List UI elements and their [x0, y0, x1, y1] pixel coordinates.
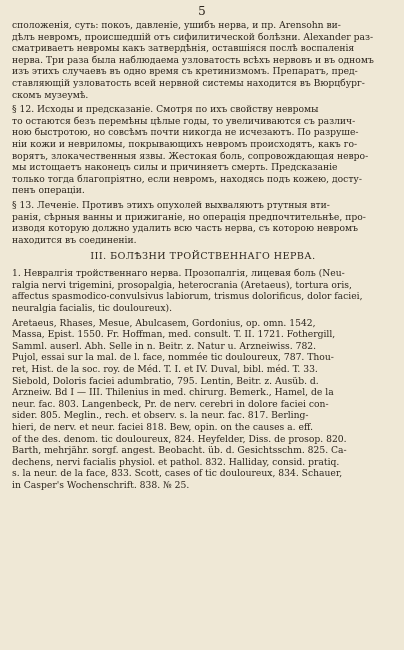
reference-line: s. la neur. de la face, 833. Scott, cases of tic douloureux, 834. Schauer, — [12, 468, 343, 480]
reference-line: ret, Hist. de la soc. roy. de Méd. T. I. et IV. Duval, bibl. méd. T. 33. — [12, 364, 318, 376]
text-line: мы истощаетъ наконецъ силы и причиняетъ смерть. Предсказаніе — [12, 162, 338, 174]
text-line: находится въ соединеніи. — [12, 234, 137, 246]
reference-line: in Casper's Wochenschrift. 838. № 25. — [12, 479, 190, 491]
reference-line: hieri, de nerv. et neur. faciei 818. Bew, opin. on the causes a. eff. — [12, 422, 314, 433]
reference-line: Barth, mehrjähr. sorgf. angest. Beobacht. üb. d. Gesichtsschm. 825. Ca- — [12, 445, 347, 457]
bibliography-references — [12, 318, 394, 492]
text-line: дѣлъ невромъ, происшедшій отъ сифилитической болѣзни. Alexander раз- — [12, 31, 374, 43]
text-line: изъ этихъ случаевъ въ одно время съ кретинизмомъ. Препаратъ, пред- — [12, 66, 358, 78]
reference-line: Samml. auserl. Abh. Selle in n. Beitr. z. Natur u. Arzneiwiss. 782. — [12, 340, 317, 352]
text-line: ранія, сѣрныя ванны и прижиганіе, но операція предпочтительнѣе, про- — [12, 211, 366, 223]
text-line: neuralgia facialis, tic douloureux). — [12, 303, 173, 315]
reference-line: Pujol, essai sur la mal. de l. face, nommée tic douloureux, 787. Thou- — [12, 352, 334, 364]
paragraph-symptoms-end — [12, 20, 394, 101]
text-line: affectus spasmodico-convulsivus labiorum, trismus dolorificus, dolor faciei, — [12, 291, 363, 303]
reference-line: neur. fac. 803. Langenbeck, Pr. de nerv. cerebri in dolore faciei con- — [12, 398, 329, 410]
text-line: только тогда благопріятно, если невромъ, находясь подъ кожею, досту- — [12, 173, 362, 185]
paragraph-neuralgia — [12, 268, 394, 314]
text-line: 1. Невралгія тройственнаго нерва. Прозопалгія, лицевая боль (Neu- — [12, 268, 345, 280]
reference-line: Arzneiw. Bd I — III. Thilenius in med. chirurg. Bemerk., Hamel, de la — [12, 387, 334, 399]
reference-line: Aretaeus, Rhases, Mesue, Abulcasem, Gordonius, op. omn. 1542, — [12, 317, 316, 329]
section-heading: III. БОЛѢЗНИ ТРОЙСТВЕННАГО НЕРВА. — [90, 251, 316, 263]
text-line: скомъ музеумѣ. — [12, 89, 89, 101]
reference-line: of the des. denom. tic douloureux, 824. Heyfelder, Diss. de prosop. 820. — [12, 433, 347, 445]
reference-line: sider. 805. Meglin., rech. et observ. s. la neur. fac. 817. Berling- — [12, 410, 309, 422]
text-line: § 13. Леченіе. Противъ этихъ опухолей выхваляютъ ртутныя вти- — [12, 199, 330, 211]
text-line: § 12. Исходы и предсказаніе. Смотря по ихъ свойству невромы — [12, 104, 319, 116]
text-line: ворятъ, злокачественныя язвы. Жестокая боль, сопровождающая невро- — [12, 150, 369, 162]
text-line: нерва. Три раза была наблюдаема узловатость всѣхъ нервовъ и въ одномъ — [12, 54, 374, 66]
paragraph-section-12 — [12, 104, 394, 197]
text-line: ною быстротою, но совсѣмъ почти никогда не исчезаютъ. По разруше- — [12, 127, 359, 139]
text-line: пенъ операціи. — [12, 185, 85, 197]
text-line: ставляющій узловатость всей нервной системы находится въ Вюрцбург- — [12, 77, 365, 89]
page-number: 5 — [198, 4, 206, 18]
page-content — [12, 20, 394, 492]
reference-line: Siebold, Doloris faciei adumbratio, 795. Lentin, Beitr. z. Ausüb. d. — [12, 375, 319, 387]
paragraph-section-13 — [12, 200, 394, 246]
text-line: ніи кожи и невриломы, покрывающихъ невромъ происходятъ, какъ го- — [12, 138, 358, 150]
text-line: изводя которую должно удалить всю часть нерва, съ которою невромъ — [12, 223, 359, 235]
reference-line: Massa, Epist. 1550. Fr. Hoffman, med. consult. T. II. 1721. Fothergill, — [12, 329, 336, 341]
text-line: то остаются безъ перемѣны цѣлые годы, то увеличиваются съ различ- — [12, 115, 356, 127]
text-line: ralgia nervi trigemini, prosopalgia, heterocrania (Aretaeus), tortura oris, — [12, 279, 352, 291]
text-line: сматриваетъ невромы какъ затвердѣнія, оставшіяся послѣ воспаленія — [12, 43, 355, 55]
text-line: сположенія, суть: покоъ, давленіе, ушибъ нерва, и пр. Arensohn ви- — [12, 20, 341, 31]
reference-line: dechens, nervi facialis physiol. et pathol. 832. Halliday, consid. pratiq. — [12, 456, 340, 468]
